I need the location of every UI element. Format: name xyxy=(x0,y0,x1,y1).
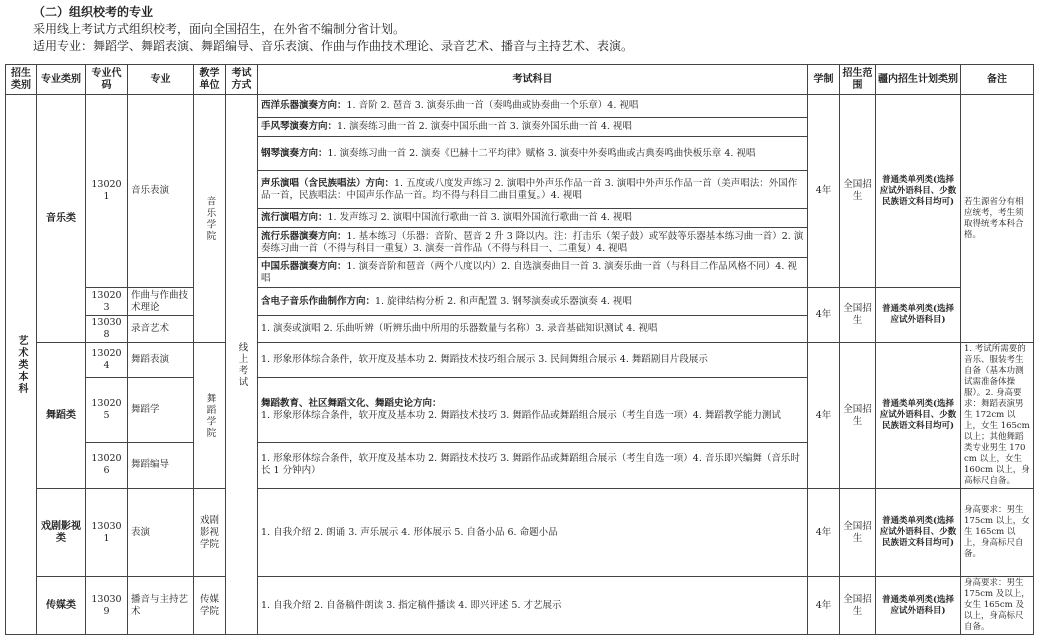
intro-line-2: 适用专业：舞蹈学、舞蹈表演、舞蹈编导、音乐表演、作曲与作曲技术理论、录音艺术、播音与主持艺术、表演。 xyxy=(33,39,634,53)
major-code-130204: 130204 xyxy=(86,343,128,378)
subject-recording-arts: 1. 演奏或演唱 2. 乐曲听辨（听辨乐曲中所用的乐器数量与名称）3. 录音基础知识测试 4. 视唱 xyxy=(258,316,808,343)
header-scope: 招生范围 xyxy=(840,65,876,95)
composition-duration-cell: 4年 xyxy=(808,288,840,343)
header-exam-mode: 考试方式 xyxy=(226,65,258,95)
header-row xyxy=(6,65,1034,95)
media-duration-cell: 4年 xyxy=(808,577,840,635)
header-major-category: 专业类别 xyxy=(37,65,86,95)
header-admission-category: 招生类别 xyxy=(6,65,37,95)
drama-category-cell: 戏剧影视类 xyxy=(37,489,86,577)
table-row xyxy=(6,343,1034,378)
header-remarks: 备注 xyxy=(961,65,1034,95)
major-name-choreography: 舞蹈编导 xyxy=(128,442,194,488)
major-code-130205: 130205 xyxy=(86,378,128,442)
composition-scope-cell: 全国招生 xyxy=(840,288,876,343)
major-name-acting: 表演 xyxy=(128,489,194,577)
major-code-130308: 130308 xyxy=(86,316,128,343)
music-scope-cell: 全国招生 xyxy=(840,95,876,288)
composition-xinjiang-cell: 普通类单列类(选择应试外语科目) xyxy=(876,288,961,343)
subject-acting: 1. 自我介绍 2. 朗诵 3. 声乐展示 4. 形体展示 5. 自备小品 6. 命题小品 xyxy=(258,489,808,577)
subject-western-instruments: 西洋乐器演奏方向：1. 音阶 2. 琶音 3. 演奏乐曲一首（奏鸣曲或协奏曲一个乐章）4. 视唱 xyxy=(258,95,808,118)
media-school-cell: 传媒学院 xyxy=(194,577,226,635)
major-code-130203: 130203 xyxy=(86,288,128,316)
major-code-130309: 130309 xyxy=(86,577,128,635)
media-scope-cell: 全国招生 xyxy=(840,577,876,635)
subject-vocal: 声乐演唱（含民族唱法）方向：1. 五度或八度发声练习 2. 演唱中外声乐作品一首 3. 演唱中外声乐作品一首（美声唱法：外国作品一首，民族唱法：中国声乐作品一首。均不得与科目二曲目重复。）4. 视唱 xyxy=(258,171,808,209)
music-duration-cell: 4年 xyxy=(808,95,840,288)
drama-school-cell: 戏剧影视学院 xyxy=(194,489,226,577)
subject-pop-vocal: 流行演唱方向：1. 发声练习 2. 演唱中国流行歌曲一首 3. 演唱外国流行歌曲一首 4. 视唱 xyxy=(258,209,808,228)
music-xinjiang-cell: 普通类单列类(选择应试外语科目、少数民族语文科目均可) xyxy=(876,95,961,288)
header-major: 专业 xyxy=(128,65,194,95)
major-name-dance-studies: 舞蹈学 xyxy=(128,378,194,442)
drama-xinjiang-cell: 普通类单列类(选择应试外语科目、少数民族语文科目均可) xyxy=(876,489,961,577)
admission-table xyxy=(5,64,1034,635)
music-school-cell: 音乐学院 xyxy=(194,95,226,343)
major-name-broadcasting: 播音与主持艺术 xyxy=(128,577,194,635)
media-category-cell: 传媒类 xyxy=(37,577,86,635)
intro-section xyxy=(33,4,1013,55)
header-duration: 学制 xyxy=(808,65,840,95)
subject-pop-instruments: 流行乐器演奏方向：1. 基本练习（乐器：音阶、琶音 2 升 3 降以内。注：打击乐（架子鼓）或军鼓等乐器基本练习曲一首）2. 演奏练习曲一首（不得与科目一重复）3. 演奏一首作品（不得与科目一、二重复）4. 视唱 xyxy=(258,228,808,258)
exam-mode-cell: 线上考试 xyxy=(226,95,258,635)
header-major-code: 专业代码 xyxy=(86,65,128,95)
subject-broadcasting: 1. 自我介绍 2. 自备稿件朗读 3. 指定稿件播读 4. 即兴评述 5. 才艺展示 xyxy=(258,577,808,635)
music-remark-cell: 若生源省分有相应统考，考生须取得统考本科合格。 xyxy=(961,95,1034,343)
header-school: 教学单位 xyxy=(194,65,226,95)
drama-scope-cell: 全国招生 xyxy=(840,489,876,577)
section-heading: （二）组织校考的专业 xyxy=(33,5,154,19)
music-category-cell: 音乐类 xyxy=(37,95,86,343)
subject-piano: 钢琴演奏方向：1. 演奏练习曲一首 2. 演奏《巴赫十二平均律》赋格 3. 演奏中外奏鸣曲或古典奏鸣曲快板乐章 4. 视唱 xyxy=(258,137,808,171)
major-name-composition: 作曲与作曲技术理论 xyxy=(128,288,194,316)
dance-school-cell: 舞蹈学院 xyxy=(194,343,226,489)
dance-category-cell: 舞蹈类 xyxy=(37,343,86,489)
intro-line-1: 采用线上考试方式组织校考，面向全国招生，在外省不编制分省计划。 xyxy=(33,22,406,36)
major-name-music-performance: 音乐表演 xyxy=(128,95,194,288)
drama-remark-cell: 身高要求：男生 175cm 以上，女生 165cm 以上，身高标尺自备。 xyxy=(961,489,1034,577)
major-code-130301: 130301 xyxy=(86,489,128,577)
media-xinjiang-cell: 普通类单列类(选择应试外语科目) xyxy=(876,577,961,635)
subject-dance-performance: 1. 形象形体综合条件，软开度及基本功 2. 舞蹈技术技巧组合展示 3. 民间舞组合展示 4. 舞蹈剧目片段展示 xyxy=(258,343,808,378)
header-xinjiang: 疆内招生计划类别 xyxy=(876,65,961,95)
dance-remark-cell: 1. 考试所需要的音乐、服装考生自备（基本功测试需准备体操服）。2. 身高要求：舞蹈表演男生 172cm 以上，女生 165cm 以上；其他舞蹈类专业男生 170cm 以上，女生 160cm 以上，身高标尺自备。 xyxy=(961,343,1034,489)
subject-dance-studies: 舞蹈教育、社区舞蹈文化、舞蹈史论方向： 1. 形象形体综合条件，软开度及基本功 2. 舞蹈技术技巧 3. 舞蹈作品或舞蹈组合展示（考生自选一项）4. 舞蹈教学能力测试 xyxy=(258,378,808,442)
media-remark-cell: 身高要求：男生 175cm 及以上，女生 165cm 及以上，身高标尺自备。 xyxy=(961,577,1034,635)
dance-scope-cell: 全国招生 xyxy=(840,343,876,489)
header-subjects: 考试科目 xyxy=(258,65,808,95)
major-name-recording-arts: 录音艺术 xyxy=(128,316,194,343)
table-row xyxy=(6,577,1034,635)
dance-xinjiang-cell: 普通类单列类(选择应试外语科目、少数民族语文科目均可) xyxy=(876,343,961,489)
major-code-130201: 130201 xyxy=(86,95,128,288)
table-row xyxy=(6,288,1034,316)
table-row xyxy=(6,95,1034,118)
dance-duration-cell: 4年 xyxy=(808,343,840,489)
major-name-dance-performance: 舞蹈表演 xyxy=(128,343,194,378)
admission-category-cell: 艺术类本科 xyxy=(6,95,37,635)
subject-chinese-instruments: 中国乐器演奏方向：1. 演奏音阶和琶音（两个八度以内）2. 自选演奏曲目一首 3. 演奏乐曲一首（与科目二作品风格不同）4. 视唱 xyxy=(258,258,808,288)
table-row xyxy=(6,489,1034,577)
drama-duration-cell: 4年 xyxy=(808,489,840,577)
subject-composition: 含电子音乐作曲制作方向：1. 旋律结构分析 2. 和声配置 3. 钢琴演奏或乐器演奏 4. 视唱 xyxy=(258,288,808,316)
subject-choreography: 1. 形象形体综合条件，软开度及基本功 2. 舞蹈技术技巧 3. 舞蹈作品或舞蹈组合展示（考生自选一项）4. 音乐即兴编舞（音乐时长 1 分钟内） xyxy=(258,442,808,488)
major-code-130206: 130206 xyxy=(86,442,128,488)
subject-accordion: 手风琴演奏方向：1. 演奏练习曲一首 2. 演奏中国乐曲一首 3. 演奏外国乐曲一首 4. 视唱 xyxy=(258,118,808,137)
